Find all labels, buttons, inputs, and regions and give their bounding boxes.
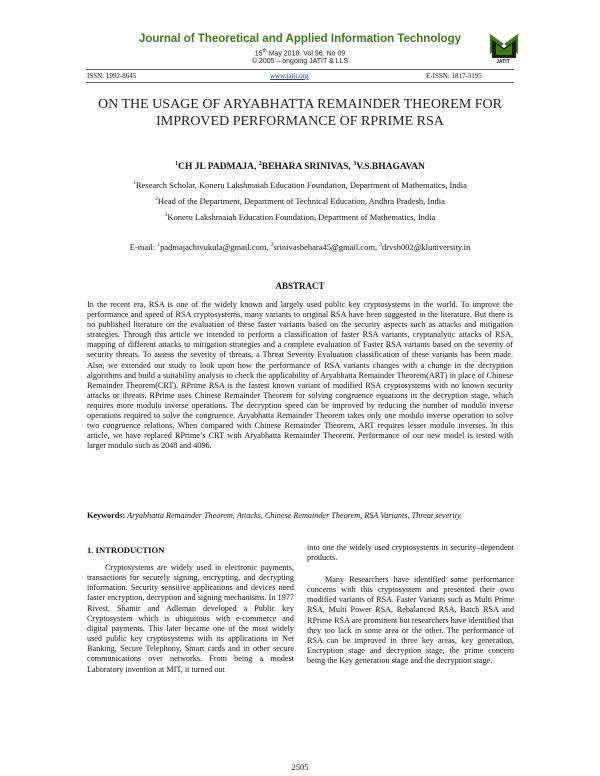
email-address: drvsb002@kluniversity.in — [381, 242, 471, 252]
intro-paragraph-2: Many Researchers have identified some performance concerns with this cryptosystem and presented their own modified variants of RSA. Faster Variants such as Multi Prime RSA, Multi Power RSA, Rebalanced RSA, Batch RSA and RPrime RSA are prominent but researchers have identified that they too lack in some area or the other. The performance of RSA can be improved in three key areas, key generation, Encryption stage and decryption stage, the prime concern being the Key generation stage and the decryption stage. — [307, 575, 514, 666]
affiliation-2: $^2$Head of the Department, Department of Technical Education, Andhra Pradesh, India — [155, 196, 445, 206]
journal-title: Journal of Theoretical and Applied Information Technology — [138, 33, 462, 45]
keywords-label: Keywords: — [87, 511, 126, 520]
abstract-text: In the recent era, RSA is one of the widely known and largely used public key cryptosystems in the world. To improve the performance and speed of RSA cryptosystems, many variants to original RSA have been suggested in the literature. But there is no published literature on the evaluation of these faster variants based on the security aspects such as attacks and mitigation strategies. Through this article we intended to perform a classification of faster RSA variants, cryptanalytic attacks of RSA, mapping of different attacks to mitigation strategies and a complete evaluation of Faster RSA variants based on the severity of security threats. To assess the severity of threats, a Threat Severity Evaluation classification of these variants has been made. Also, we extended our study to look upon how the performance of RSA variants changes with a change in the decryption algorithms and build a suitability analysis to check the applicability of Aryabhatta Remainder Theorem(ART) in place of Chinese Remainder Theorem(CRT). RPrime RSA is the fastest known variant of modified RSA cryptosystems with no known security attacks or threats. RPrime uses Chinese Remainder Theorem for solving congruence equations in the decryption stage, which requires more modulo inverse operations. The decryption speed can be improved by reducing the number of modulo inverse operations required to solve the congruence. Aryabhatta Remainder Theorem takes only one modulo inverse operation to solve two congruence relations. When compared with Chinese Remainder Theorem, ART requires lesser modulo inverses. In this article, we have replaced RPrime’s CRT with Aryabhatta Remainder Theorem. Performance of our new model is tested with larger modulo such as 2048 and 4096. — [87, 300, 513, 451]
issue-line: 15th May 2018. Vol.96. No 09 — [254, 48, 346, 58]
copyright-line: © 2005 – ongoing JATIT & LLS — [251, 58, 349, 65]
keywords — [87, 511, 513, 522]
email-line: E-mail: $^1$padmajachivukula@gmail.com, $^2$srinivasbehara45@gmail.com, $^3$drvsb002@kluniversity.in — [129, 242, 471, 252]
keywords-text: Aryabhatta Remainder Theorem, Attacks, Chinese Remainder Theorem, RSA Variants, Threat severity. — [125, 511, 463, 520]
author-list: $^1$CH JL PADMAJA, $^2$BEHARA SRINIVAS, $^3$V.S.BHAGAVAN — [175, 161, 425, 173]
abstract-heading: ABSTRACT — [275, 281, 325, 291]
website-link[interactable]: www.jatit.org — [270, 72, 309, 80]
author-name: BEHARA SRINIVAS, — [261, 162, 354, 173]
header-rule-top — [86, 69, 514, 70]
header-rule-bottom — [86, 82, 514, 83]
author-name: V.S.BHAGAVAN — [356, 162, 425, 173]
author-name: CH JL PADMAJA, — [178, 162, 259, 173]
email-address: padmajachivukula@gmail.com, — [160, 242, 271, 252]
affiliation-3: $^3$Koneru Lakshmaiah Education Foundation, Department of Mathematics, India — [164, 212, 436, 222]
paper-title: ON THE USAGE OF ARYABHATTA REMAINDER THEOREM FOR IMPROVED PERFORMANCE OF RPRIME RSA — [97, 97, 502, 129]
intro-paragraph-1-continued: into one the widely used cryptosystems in security–dependent products. — [307, 543, 514, 563]
eissn: E-ISSN: 1817-3195 — [426, 72, 482, 80]
intro-paragraph-1: Cryptosystems are widely used in electronic payments, transactions for securely signing, encrypting, and decrypting information. Security sensitive applications and devices need faster encryption, decryption and signing mechanisms. In 1977 Rivest, Shamir and Adleman developed a Public key Cryptosystem which is ubiquitous with e-commerce and digital payments. This later became one of the most widely used public key cryptosystems with its applications in Net Banking, Secure Telephony, Smart cards and in other secure communications over networks. From being a modest Laboratory invention at MIT, it turned out — [87, 563, 294, 674]
affiliation-1: $^1$Research Scholar, Koneru Lakshmaiah Education Foundation, Department of Mathematics, India — [133, 180, 467, 190]
page-number: 2505 — [291, 762, 309, 772]
section-heading-introduction: 1. INTRODUCTION — [87, 545, 165, 555]
email-address: srinivasbehara45@gmail.com, — [273, 242, 380, 252]
logo-label: JATIT — [496, 59, 510, 65]
issn: ISSN: 1992-8645 — [87, 72, 137, 80]
